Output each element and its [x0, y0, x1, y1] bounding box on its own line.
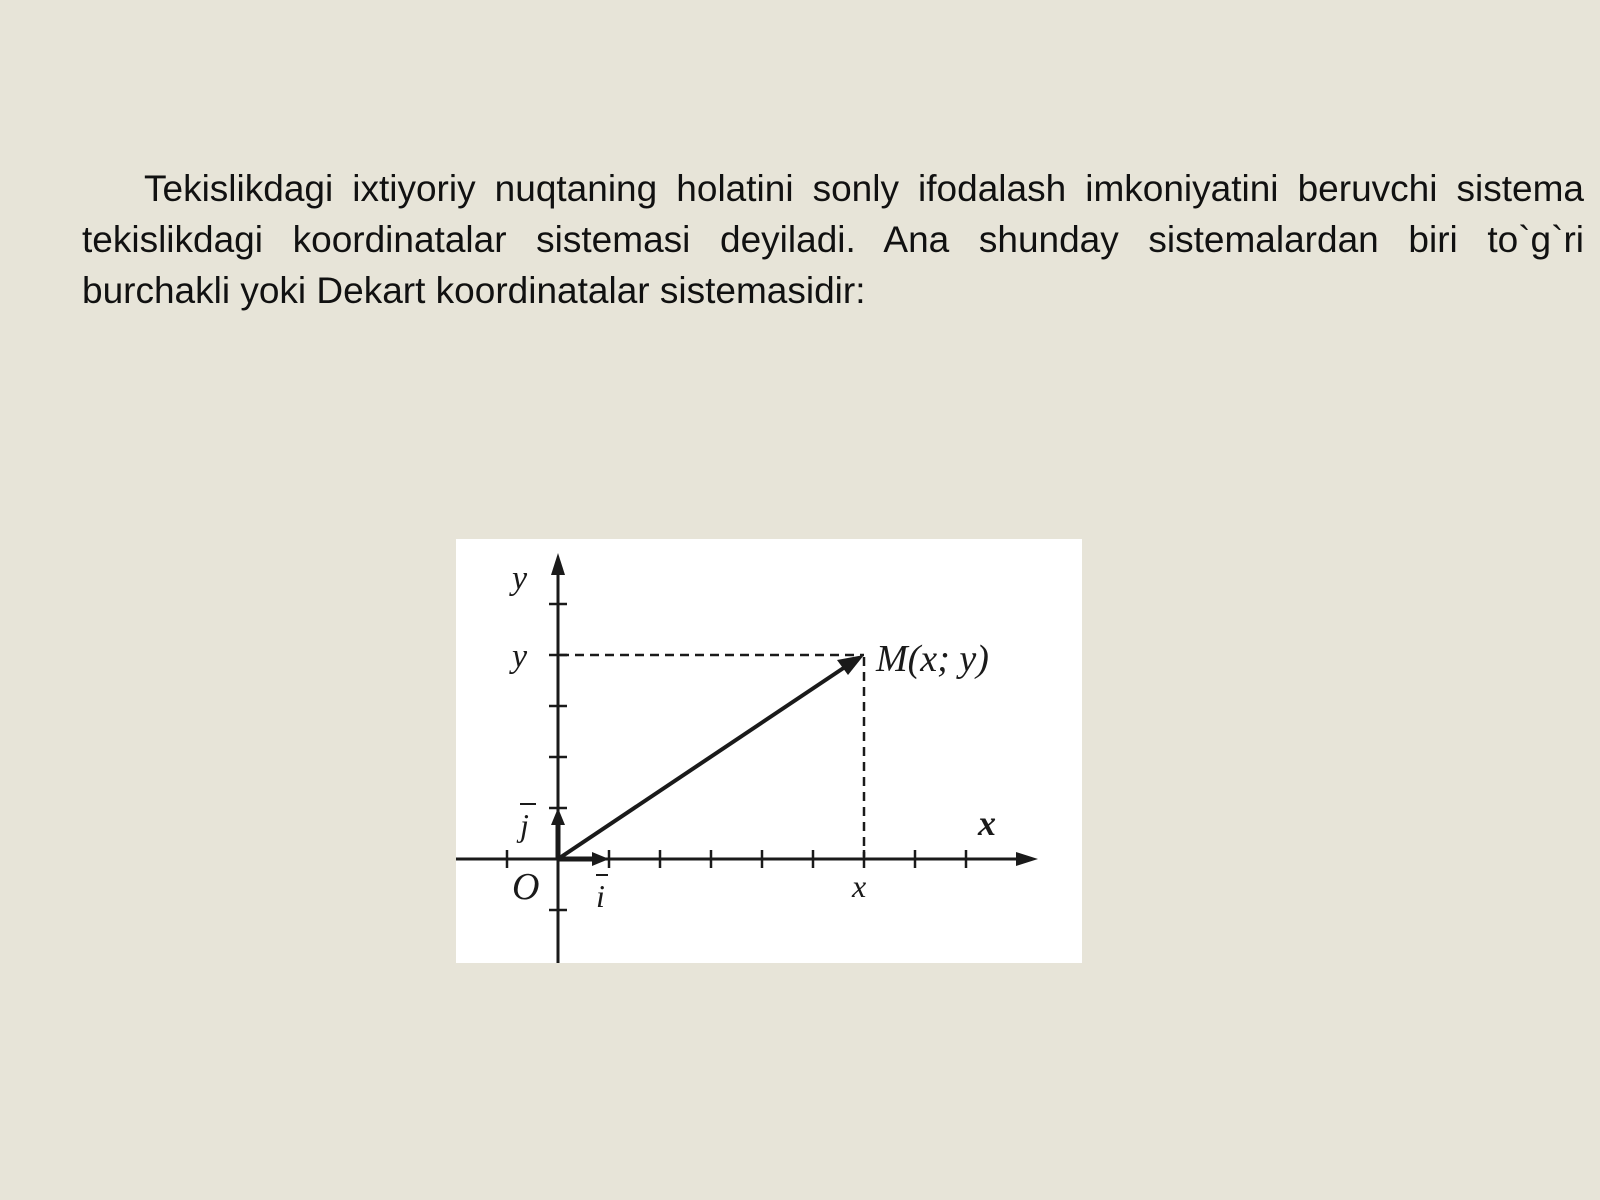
unit-vector-i-arrowhead [592, 852, 609, 866]
radius-vector [558, 665, 848, 859]
point-label: M(x; y) [876, 638, 989, 680]
x-axis-arrow [1016, 852, 1038, 866]
x-tick-label: x [852, 868, 867, 904]
slide-paragraph: Tekislikdagi ixtiyoriy nuqtaning holatini sonly ifodalash imkoniyatini beruvchi sistema tekislikdagi koordinatalar sistemasi deyiladi. Ana shunday sistemalardan biri to`g`ri burchakli yoki Dekart koordinatalar sistemasidir: [82, 168, 1584, 311]
y-axis-label: y [512, 560, 528, 597]
y-axis-arrow [551, 553, 565, 575]
y-tick-label: y [512, 638, 528, 675]
unit-vector-i-label: i [596, 878, 605, 914]
unit-vector-j-label: j [520, 807, 529, 843]
coordinate-system-figure [456, 539, 1082, 963]
x-axis-label: x [978, 803, 996, 843]
unit-vector-j-arrowhead [551, 808, 565, 825]
origin-label: O [512, 866, 540, 908]
coordinate-system-diagram [456, 539, 1082, 963]
